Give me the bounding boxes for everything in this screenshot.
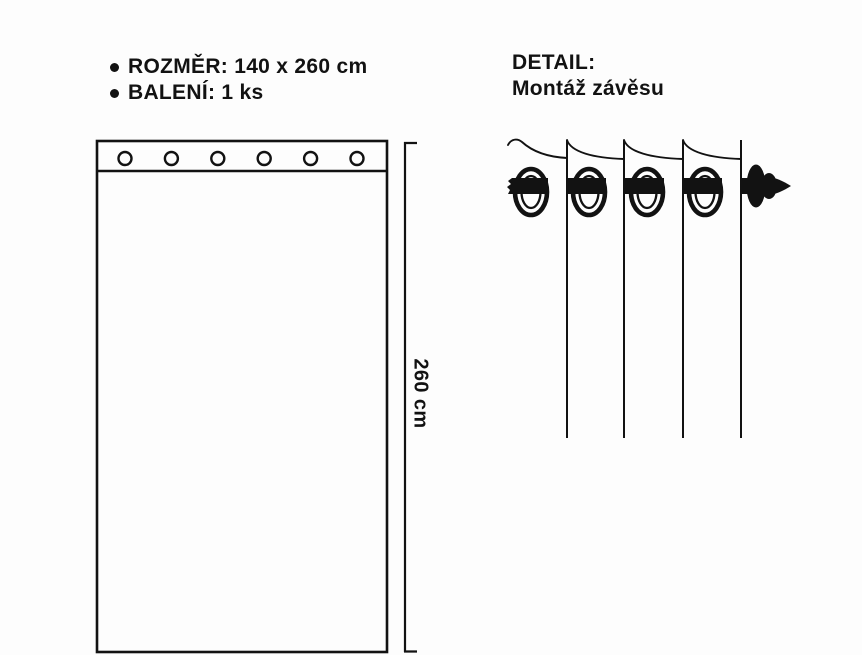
- curtain-rod: [507, 178, 753, 194]
- fabric-wave-edge: [624, 140, 683, 159]
- bullet-icon: [110, 89, 119, 98]
- detail-title: DETAIL:: [512, 51, 596, 74]
- rod-finial-icon: [747, 165, 792, 208]
- grommet-hole-icon: [165, 152, 178, 165]
- detail-subtitle: Montáž závěsu: [512, 77, 665, 100]
- mounting-detail-diagram: [495, 128, 825, 448]
- bullet-icon: [110, 63, 119, 72]
- curtain-rod-segment: [507, 178, 548, 194]
- grommet-hole-icon: [211, 152, 224, 165]
- grommet-hole-icon: [119, 152, 132, 165]
- spec-item-label: ROZMĚR: 140 x 260 cm: [128, 55, 368, 78]
- spec-item-size: [110, 54, 367, 80]
- detail-header: [512, 50, 664, 102]
- fabric-wave-edge: [683, 140, 741, 159]
- grommet-hole-icon: [258, 152, 271, 165]
- grommet-holes: [119, 152, 364, 165]
- curtain-rod-segment: [683, 178, 722, 194]
- fabric-wave-edge: [508, 140, 567, 158]
- spec-item-label: BALENÍ: 1 ks: [128, 81, 264, 104]
- height-dimension-label: 260 cm: [409, 358, 432, 429]
- grommet-hole-icon: [351, 152, 364, 165]
- fabric-wave-edge: [567, 140, 624, 159]
- specs-list: [110, 54, 367, 106]
- curtain-rod-segment: [624, 178, 664, 194]
- grommet-hole-icon: [304, 152, 317, 165]
- spec-item-package: [110, 80, 367, 106]
- curtain-outline: [97, 141, 387, 652]
- curtain-rod-segment: [567, 178, 606, 194]
- curtain-front-diagram: [90, 130, 420, 655]
